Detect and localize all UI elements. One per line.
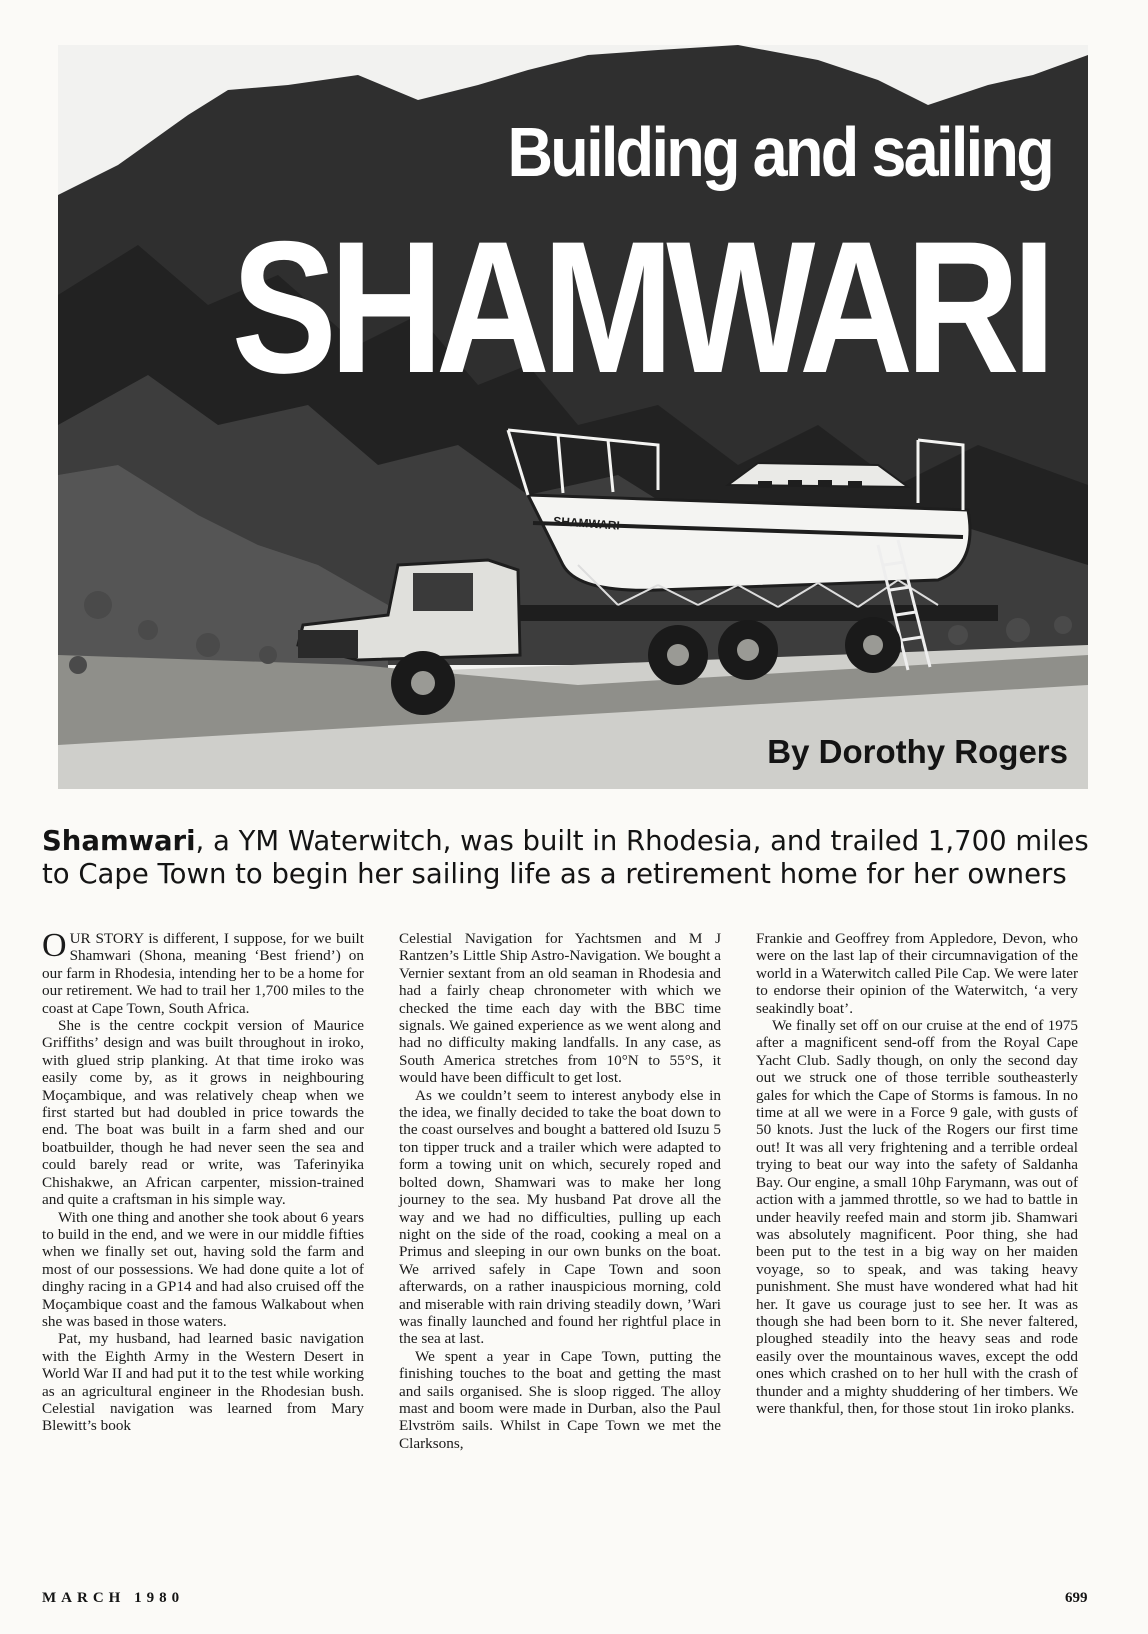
standfirst-text: , a YM Waterwitch, was built in Rhodesia, and trailed 1,700 miles to Cape Town to begin her sailing life as a retirement home for her owners (42, 825, 1089, 890)
paragraph-text: We finally set off on our cruise at the end of 1975 after a magnificent send-off from the Royal Cape Yacht Club. Sadly though, on only the second day out we struck one of those terrible southeasterly gales for which the Cape of Storms is famous. In no time at all we were in a Force 9 gale, with gusts of 50 knots. Just the luck of the Rogers our first time out! It was all very frightening and a terrible ordeal trying to beat our way into the safety of Saldanha Bay. Our engine, a small 10hp Farymann, was out of action with a jammed throttle, so we had to battle in under heavily reefed main and storm jib. Shamwari was absolutely magnificent. Poor thing, she had been put to the test in a big way on her maiden voyage, so to speak, and was taking heavy punishment. She must have wondered what had hit her. It gave us courage just to see her. It was as though she had been born to it. She never faltered, ploughed steadily into the heavy seas and rode easily over the mountainous waves, except the odd ones which crashed on to her hull with the crash of thunder and a mighty shuddering of her timbers. We were thankful, then, for those stout 1in iroko planks. (756, 1017, 1078, 1417)
article-paragraph (42, 927, 364, 1017)
article-body (42, 927, 1102, 1580)
article-paragraph (42, 1209, 364, 1331)
standfirst (42, 825, 1107, 891)
headline-shamwari: SHAMWARI (231, 202, 1048, 412)
article-column-2 (399, 930, 721, 1452)
headline-line1: Building and sailing (507, 113, 1052, 191)
article-paragraph (399, 1348, 721, 1452)
paragraph-text: With one thing and another she took about 6 years to build in the end, and we were in our middle fifties when we finally set out, having sold the farm and most of our possessions. We had done quite a lot of dinghy racing in a GP14 and had also cruised off the Moçambique coast and the famous Walkabout when she was based in those waters. (42, 1208, 364, 1330)
article-column-1 (42, 927, 364, 1435)
article-paragraph (42, 1330, 364, 1434)
drop-cap: O (42, 927, 67, 964)
byline: By Dorothy Rogers (767, 733, 1068, 770)
paragraph-text: As we couldn’t seem to interest anybody else in the idea, we finally decided to take the boat down to the coast ourselves and bought a battered old Isuzu 5 ton tipper truck and a trailer which were adapted to form a towing unit on which, securely roped and bolted down, Shamwari was to make her long journey to the sea. My husband Pat drove all the way and we had no difficulties, pulling up each night on the side of the road, cooking a meal on a Primus and sleeping in our own bunks on the boat. We arrived safely in Cape Town and soon afterwards, on a rather inauspicious morning, cold and miserable with rain driving steadily down, ’Wari was finally launched and found her rightful place in the sea at last. (399, 1086, 721, 1348)
boat-name-text: SHAMWARI (552, 514, 621, 533)
paragraph-text: We spent a year in Cape Town, putting the finishing touches to the boat and getting the mast and sails organised. She is sloop rigged. The alloy mast and boom were made in Durban, also the Paul Elvström sails. Whilst in Cape Town we met the Clarksons, (399, 1347, 721, 1452)
issue-date: MARCH 1980 (42, 1590, 185, 1606)
paragraph-text: Celestial Navigation for Yachtsmen and M J Rantzen’s Little Ship Astro-Navigation. We bought a Vernier sextant from an old seaman in Rhodesia and had a fairly cheap chronometer with which we checked the time each day with the BBC time signals. We gained experience as we went along and had no difficulty making landfalls. In any case, as South America stretches from 10°N to 55°S, it would have been difficult to get lost. (399, 930, 721, 1087)
article-column-3 (756, 930, 1078, 1417)
page-number: 699 (1065, 1590, 1088, 1606)
article-paragraph (756, 930, 1078, 1017)
hero-photo (58, 45, 1088, 789)
article-paragraph (756, 1017, 1078, 1417)
standfirst-lead: Shamwari (42, 825, 196, 857)
paragraph-text: She is the centre cockpit version of Maurice Griffiths’ design and was built throughout in iroko, with glued strip planking. At that time iroko was easily come by, as it grows in neighbouring Moçambique, and was relatively cheap when we first started but had doubled in price towards the end. The boat was built in a farm shed and our boatbuilder, though he had never seen the sea and could barely read or write, was Taferinyika Chishakwe, an African carpenter, mission-trained and quite a craftsman in his simple way. (42, 1017, 364, 1209)
paragraph-text: Frankie and Geoffrey from Appledore, Devon, who were on the last lap of their circumnavigation of the world in a Waterwitch called Pile Cap. We were later to endorse their opinion of the Waterwitch, ‘a very seakindly boat’. (756, 930, 1078, 1017)
paragraph-text: UR STORY is different, I suppose, for we built Shamwari (Shona, meaning ‘Best friend’) on our farm in Rhodesia, intending her to be a home for our retirement. We had to trail her 1,700 miles to the coast at Cape Town, South Africa. (42, 930, 364, 1017)
article-paragraph (399, 930, 721, 1087)
article-paragraph (399, 1087, 721, 1348)
paragraph-text: Pat, my husband, had learned basic navigation with the Eighth Army in the Western Desert in World War II and had put it to the test while working as an agricultural engineer in the Rhodesian bush. Celestial navigation was learned from Mary Blewitt’s book (42, 1330, 364, 1435)
article-paragraph (42, 1017, 364, 1208)
